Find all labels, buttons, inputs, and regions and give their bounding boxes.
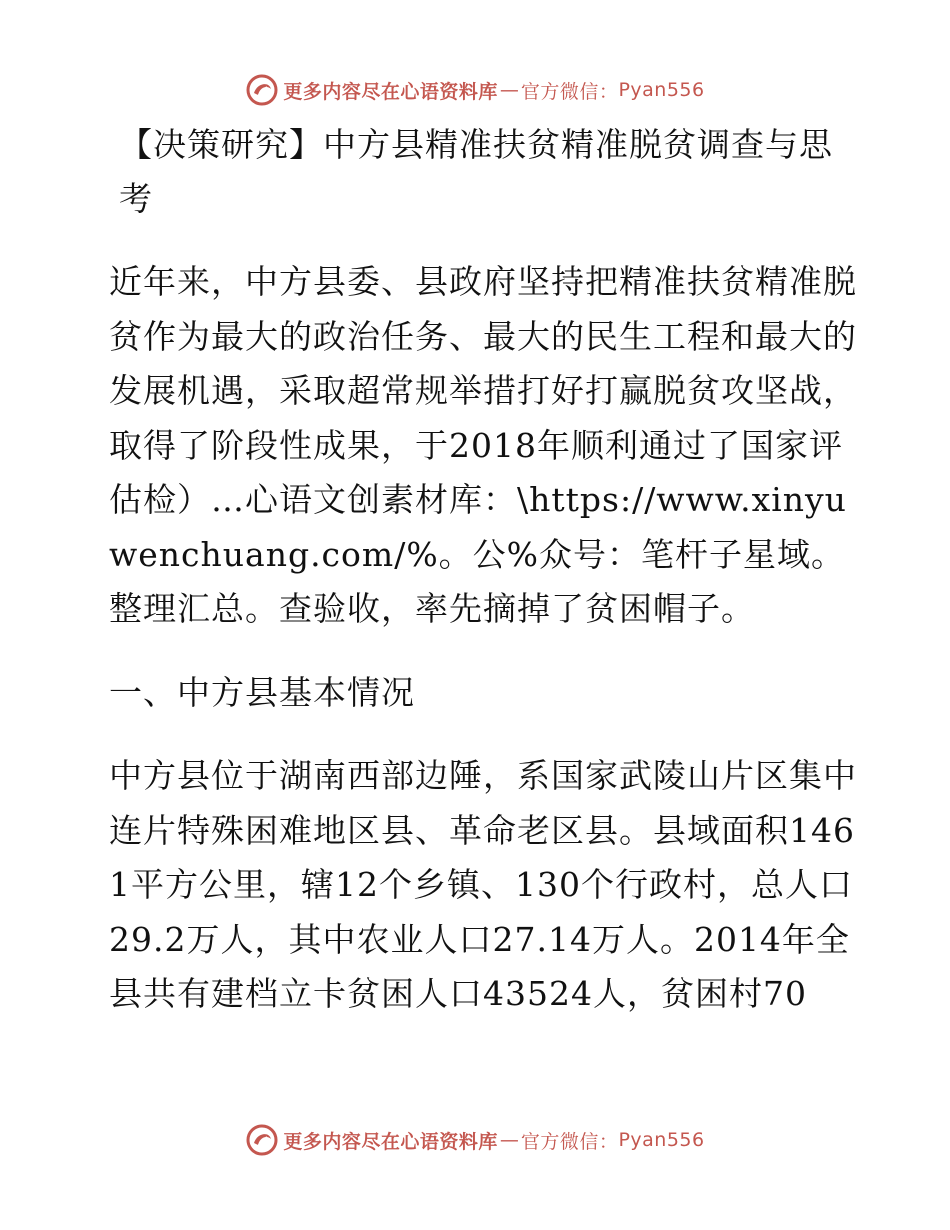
swirl-logo-icon: [245, 1123, 279, 1157]
footer-banner-official: 官方微信：: [520, 1130, 619, 1153]
header-banner-text: 更多内容尽在心语资料库: [283, 80, 498, 103]
footer-banner-account: Pyan556: [618, 1129, 705, 1151]
document-body: [97, 118, 857, 1022]
swirl-logo-icon: [245, 73, 279, 107]
footer-banner-text: 更多内容尽在心语资料库: [283, 1130, 498, 1153]
header-banner-separator: —: [499, 79, 519, 101]
footer-banner: [0, 1120, 950, 1160]
paragraph-basic-info: 中方县位于湖南西部边陲，系国家武陵山片区集中连片特殊困难地区县、革命老区县。县域面积1461平方公里，辖12个乡镇、130个行政村，总人口29.2万人，其中农业人口27.14万人。2014年全县共有建档立卡贫困人口43524人，贫困村70: [109, 756, 857, 1013]
header-banner: [0, 70, 950, 110]
paragraph-intro: 近年来，中方县委、县政府坚持把精准扶贫精准脱贫作为最大的政治任务、最大的民生工程和最大的发展机遇，采取超常规举措打好打赢脱贫攻坚战，取得了阶段性成果，于2018年顺利通过了国家评估检）…心语文创素材库：\https://www.xinyuwenchuang.com/%。公%众号：笔杆子星域。整理汇总。查验收，率先摘掉了贫困帽子。: [109, 262, 857, 628]
header-banner-account: Pyan556: [618, 79, 705, 101]
section-heading: 一、中方县基本情况: [109, 672, 415, 712]
document-title: 【决策研究】中方县精准扶贫精准脱贫调查与思考: [119, 125, 833, 218]
footer-banner-separator: —: [499, 1129, 519, 1151]
header-banner-official: 官方微信：: [520, 80, 619, 103]
